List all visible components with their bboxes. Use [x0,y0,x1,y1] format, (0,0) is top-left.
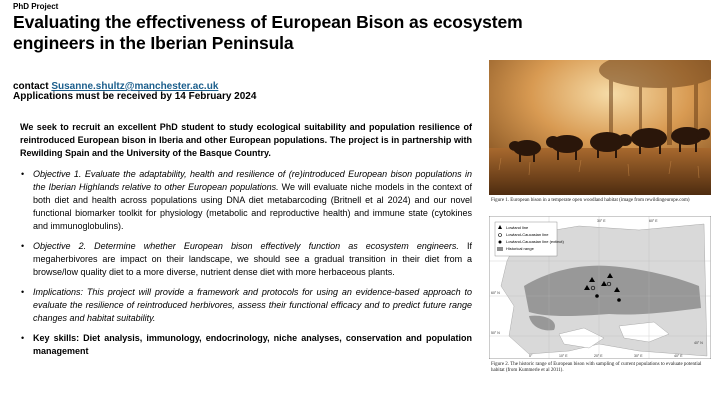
objective-item [20,240,472,279]
objective-text: If megaherbivores are impact on their landscape, we should see a gradual transition in their diet from a browse/low quality diet to a more diverse, nutrient dense diet with more herbaceous plants. [33,241,472,277]
objective-item [20,332,472,358]
bison-photo [489,60,711,195]
legend-historical-range: Historical range [506,246,534,251]
legend-lowland-caucasian-extinct: Lowland-Caucasian line (extinct) [506,239,564,244]
objective-text: We will evaluate niche models in the context of both diet and health across populations using DNA diet metabarcoding (Britnell et al 2024) and our novel functional biomarker toolkit for physiology (metabolic and reproductive health) and immune state (cytokines and immunoglobulins). [33,182,472,231]
lon-label: 60° E [649,219,658,223]
objective-lead: Objective 2. Determine whether European bison effectively function as ecosystem engineers. [33,241,459,251]
figure1-caption: Figure 1. European bison in a temperate open woodland habitat (image from rewildingeurope.com) [491,198,690,203]
key-skills-text: Key skills: Diet analysis, immunology, endocrinology, niche analyses, conservation and population management [33,333,472,356]
legend-lowland: Lowland line [506,225,529,230]
lon-label: 30° E [634,354,643,358]
page-title: Evaluating the effectiveness of European Bison as ecosystem engineers in the Iberian Peninsula [13,12,523,53]
lat-label: 50° N [491,331,500,335]
application-deadline: Applications must be received by 14 February 2024 [13,91,257,102]
header [13,2,573,54]
lat-label: 60° N [491,291,500,295]
range-map-illustration [489,216,711,359]
lat-label: 40° N [694,341,703,345]
intro-paragraph: We seek to recruit an excellent PhD student to study ecological suitability and population resilience of reintroduced European bison in Iberia and other European populations. The project is in partnership with Rewilding Spain and the University of the Basque Country. [20,122,472,158]
objective-item [20,168,472,233]
objective-item [20,286,472,325]
implications-text: Implications: This project will provide a framework and protocols for using an evidence-based approach to evaluate the resilience of reintroduced herbivores, assess their functional efficacy and to predict future range changes and habitat suitability. [33,287,472,323]
historic-range-map [489,216,711,359]
bullet: • [21,287,25,297]
bullet: • [21,241,25,251]
lon-label: 40° E [674,354,683,358]
objective-lead: Objective 1. Evaluate the adaptability, health and resilience of (re)introduced European bison populations in the Iberian Highlands relative to other European populations. [33,169,472,192]
figure2-caption: Figure 2. The historic range of European bison with sampling of current populations to evaluate potential habitat (from Kummerle et al 2011). [491,362,702,373]
contact-email-link[interactable]: Susanne.shultz@manchester.ac.uk [51,81,219,92]
project-kicker: PhD Project [13,2,59,11]
bullet: • [21,169,25,179]
lon-label: 10° E [559,354,568,358]
contact-label: contact [13,81,49,92]
legend-lowland-caucasian: Lowland-Caucasian line [506,232,549,237]
lon-label: 30° E [597,219,606,223]
bison-photo-illustration [489,60,711,195]
lon-label: 0° [529,354,533,358]
project-description [20,121,472,365]
bullet: • [21,333,25,343]
lon-label: 20° E [594,354,603,358]
objectives-list [20,168,472,358]
